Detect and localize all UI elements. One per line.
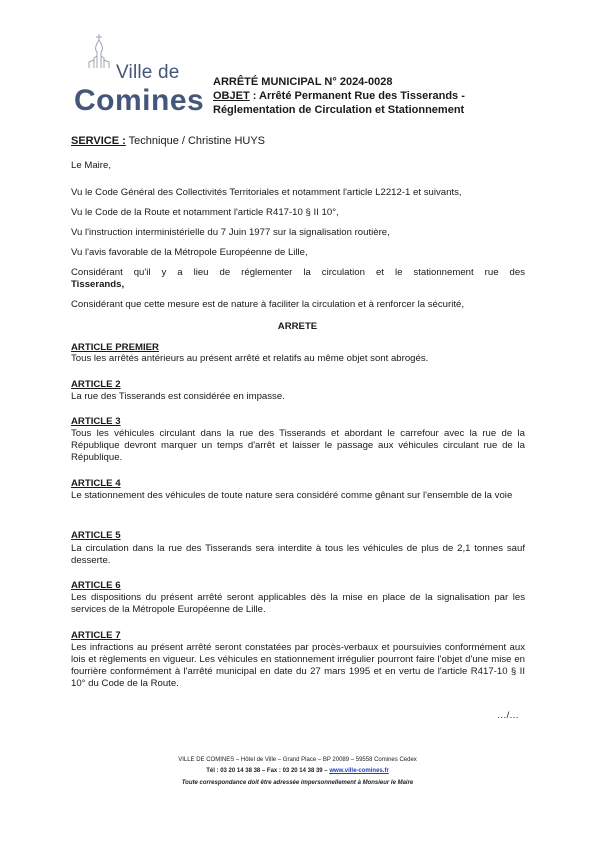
object-label: OBJET [213, 90, 250, 102]
article-text: Les dispositions du présent arrêté seront applicables dès la mise en place de la signalisation par les services de la Métropole Européenne de Lille. [71, 592, 525, 615]
website-link[interactable]: www.ville-comines.fr [329, 768, 389, 774]
decree-title: ARRÊTÉ MUNICIPAL N° 2024-0028 [213, 76, 393, 88]
article-title: ARTICLE 3 [71, 416, 121, 427]
logo-ville-text: Ville de [116, 62, 180, 83]
considerant-line-1-end: Tisserands, [71, 279, 125, 290]
considerant-line-2: Considérant que cette mesure est de nature à faciliter la circulation et à renforcer la sécurité, [71, 299, 465, 310]
service-value: Technique / Christine HUYS [125, 135, 266, 147]
footer-contact [0, 768, 595, 774]
article-title: ARTICLE 7 [71, 630, 121, 641]
footer-address: VILLE DE COMINES – Hôtel de Ville – Grand Place – BP 20089 – 59558 Comines Cedex [178, 757, 417, 763]
article-title: ARTICLE 6 [71, 580, 121, 591]
object-line [213, 89, 465, 103]
article-title: ARTICLE PREMIER [71, 342, 159, 353]
article-text: Les infractions au présent arrêté seront constatées par procès-verbaux et poursuivies conformément aux lois et règlements en vigueur. Les véhicules en stationnement irrégulier pourront faire l'objet d'une mise en fourrière conformément à l'arrêté municipal en date du 27 mars 1995 et en vertu de l'article R417-10 § II 10° du Code de la Route. [71, 642, 525, 689]
article-text: La circulation dans la rue des Tisserands sera interdite à tous les véhicules de plus de 2,1 tonnes sauf desserte. [71, 543, 525, 566]
logo-comines-text: Comines [74, 84, 205, 117]
vu-line-2: Vu le Code de la Route et notamment l'article R417-10 § II 10°, [71, 207, 339, 218]
service-label: SERVICE : [71, 135, 126, 147]
object-text: : Arrêté Permanent Rue des Tisserands - [249, 90, 465, 102]
considerant-line-1: Considérant qu'il y a lieu de réglementer la circulation et le stationnement rue des [71, 267, 525, 278]
object-line-2: Réglementation de Circulation et Stationnement [213, 104, 465, 116]
article-text: Le stationnement des véhicules de toute nature sera considéré comme gênant sur l'ensemble de la voie [71, 490, 513, 501]
article-title: ARTICLE 2 [71, 379, 121, 390]
footer-notice: Toute correspondance doit être adressée impersonnellement à Monsieur le Maire [181, 780, 414, 786]
service-line [71, 135, 265, 147]
vu-line-3: Vu l'instruction interministérielle du 7 Juin 1977 sur la signalisation routière, [71, 227, 390, 238]
arrete-heading: ARRETE [277, 321, 318, 332]
document-header [213, 75, 465, 117]
footer-phone-fax: Tél : 03 20 14 38 38 – Fax : 03 20 14 38 39 – [206, 768, 330, 774]
article-text: Tous les arrêtés antérieurs au présent arrêté et relatifs au même objet sont abrogés. [71, 353, 429, 364]
mayor-line: Le Maire, [71, 160, 111, 171]
article-title: ARTICLE 5 [71, 530, 121, 541]
article-text: Tous les véhicules circulant dans la rue des Tisserands et abordant le carrefour avec la rue de la République devront marquer un temps d'arrêt et laisser le passage aux véhicules circulant rue de la République. [71, 428, 525, 463]
church-tower-icon [86, 34, 116, 68]
vu-line-1: Vu le Code Général des Collectivités Territoriales et notamment l'article L2212-1 et suivants, [71, 187, 462, 198]
article-title: ARTICLE 4 [71, 478, 121, 489]
vu-line-4: Vu l'avis favorable de la Métropole Européenne de Lille, [71, 247, 308, 258]
article-text: La rue des Tisserands est considérée en impasse. [71, 391, 285, 402]
city-logo [72, 32, 205, 122]
continued-marker: …/… [497, 710, 519, 721]
